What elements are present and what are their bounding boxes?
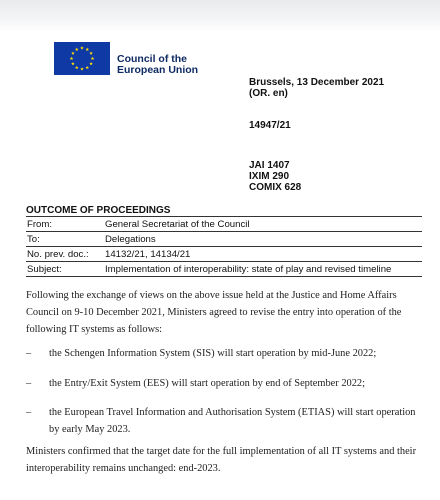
document-number-text: 14947/21 [249,120,291,131]
row-value-prev-doc: 14132/21, 14134/21 [105,248,191,260]
proceedings-table [26,216,422,277]
row-label-subject: Subject: [27,263,62,275]
row-value-subject: Implementation of interoperability: state of play and revised timeline [105,263,392,275]
eu-flag-icon [54,42,110,75]
row-label-to: To: [27,233,40,245]
intro-paragraph: Following the exchange of views on the above issue held at the Justice and Home Affairs Council on 9-10 December 2021, Ministers agreed to revise the entry into operation of the following IT systems as follows: [26,290,402,335]
flag-star [75,66,79,69]
council-logo [21,29,221,89]
flag-star [80,67,84,70]
table-row [26,217,422,232]
bullet-text-ees: the Entry/Exit System (EES) will start operation by end of September 2022; [49,378,365,389]
place-date-block [249,77,384,99]
classification-codes [249,160,301,193]
table-row [26,262,422,277]
flag-star [70,57,74,60]
code-1: JAI 1407 [249,160,290,171]
row-value-from: General Secretariat of the Council [105,218,250,230]
row-value-to: Delegations [105,233,156,245]
flag-star [91,57,95,60]
bullet-text-sis: the Schengen Information System (SIS) will start operation by mid-June 2022; [49,348,377,359]
code-2: IXIM 290 [249,171,290,182]
outcome-title: OUTCOME OF PROCEEDINGS [26,205,171,216]
closing-paragraph: Ministers confirmed that the target date for the full implementation of all IT systems and their interoperability remains unchanged: end-2023. [26,446,417,474]
language-code: (OR. en) [249,88,288,99]
flag-star [71,62,75,65]
bullet-dash: – [26,348,32,359]
code-3: COMIX 628 [249,182,302,193]
council-name-line1: Council of the [117,53,187,65]
flag-star [71,51,75,54]
bullet-dash: – [26,407,32,418]
table-row [26,232,422,247]
council-name [117,54,198,76]
table-row [26,247,422,262]
row-label-prev-doc: No. prev. doc.: [27,248,89,260]
document-number [249,120,291,131]
council-name-line2: European Union [117,64,199,76]
bullet-dash: – [26,378,32,389]
flag-star [85,66,89,69]
header-band [0,0,440,32]
flag-star [75,48,79,51]
row-label-from: From: [27,218,53,230]
bullet-text-etias: the European Travel Information and Authorisation System (ETIAS) will start operation by early May 2023. [49,407,416,435]
place-date: Brussels, 13 December 2021 [249,77,385,88]
flag-star [89,51,93,54]
flag-star [85,48,89,51]
flag-star [80,46,84,49]
flag-star [89,62,93,65]
